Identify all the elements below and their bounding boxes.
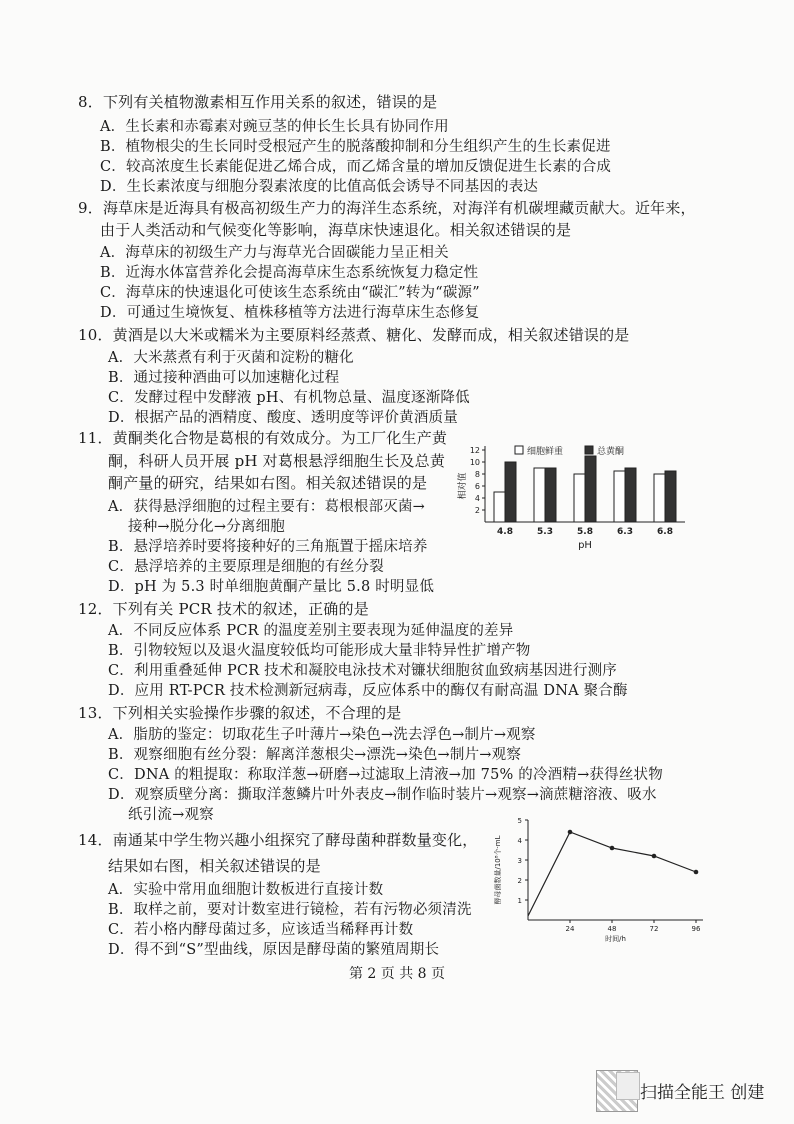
- bar: [614, 471, 625, 522]
- q14-option-c: C．若小格内酵母菌过多，应该适当稀释再计数: [108, 922, 414, 938]
- x-tick-label: 6.8: [657, 527, 673, 537]
- q11-stem-line1: 11．黄酮类化合物是葛根的有效成分。为工厂化生产黄: [78, 429, 448, 447]
- q11-bar-chart: [455, 440, 695, 555]
- q14-line-chart: [488, 812, 710, 942]
- bar: [585, 456, 596, 522]
- q13-stem: 13．下列相关实验操作步骤的叙述，不合理的是: [78, 704, 402, 722]
- bar: [625, 468, 636, 522]
- y-axis-label: 酵母菌数量/10⁸个·mL: [494, 835, 502, 905]
- data-line: [528, 832, 696, 916]
- q11-option-a-line1: A．获得悬浮细胞的过程主要有：葛根根部灭菌→: [108, 499, 426, 515]
- scanner-watermark: [596, 1066, 786, 1114]
- q13-option-c: C．DNA 的粗提取：称取洋葱→研磨→过滤取上清液→加 75% 的冷酒精→获得丝状物: [108, 767, 663, 783]
- q12-option-c: C．利用重叠延伸 PCR 技术和凝胶电泳技术对镰状细胞贫血致病基因进行测序: [108, 663, 617, 679]
- y-tick-label: 2: [517, 877, 522, 885]
- x-tick-label: 5.3: [537, 527, 553, 537]
- bar: [494, 492, 505, 522]
- bar: [574, 474, 585, 522]
- x-tick-label: 4.8: [497, 527, 513, 537]
- q9-option-c: C．海草床的快速退化可使该生态系统由“碳汇”转为“碳源”: [100, 285, 480, 301]
- q8-option-b: B．植物根尖的生长同时受根冠产生的脱落酸抑制和分生组织产生的生长素促进: [100, 139, 611, 155]
- q8-option-a: A．生长素和赤霉素对豌豆茎的伸长生长具有协同作用: [100, 119, 449, 135]
- data-point: [610, 846, 615, 851]
- x-axis-label: pH: [578, 540, 592, 551]
- q9-option-b: B．近海水体富营养化会提高海草床生态系统恢复力稳定性: [100, 265, 479, 281]
- q10-option-a: A．大米蒸煮有利于灭菌和淀粉的糖化: [108, 350, 354, 366]
- q8-option-c: C．较高浓度生长素能促进乙烯合成，而乙烯含量的增加反馈促进生长素的合成: [100, 159, 612, 175]
- q8-stem: 8．下列有关植物激素相互作用关系的叙述，错误的是: [78, 93, 438, 111]
- q12-option-d: D．应用 RT-PCR 技术检测新冠病毒，反应体系中的酶仅有耐高温 DNA 聚合酶: [108, 683, 628, 699]
- data-point: [694, 870, 699, 875]
- app-logo-icon: [616, 1072, 640, 1100]
- legend-swatch: [585, 446, 593, 454]
- y-tick-label: 5: [517, 817, 522, 825]
- data-point: [652, 854, 657, 859]
- q12-option-a: A．不同反应体系 PCR 的温度差别主要表现为延伸温度的差异: [108, 623, 514, 639]
- legend-label: 细胞鲜重: [527, 447, 564, 457]
- data-point: [568, 830, 573, 835]
- q11-option-d: D．pH 为 5.3 时单细胞黄酮产量比 5.8 时明显低: [108, 579, 435, 595]
- x-tick-label: 24: [565, 925, 575, 933]
- x-axis-label: 时间/h: [605, 935, 626, 942]
- q14-option-a: A．实验中常用血细胞计数板进行直接计数: [108, 882, 384, 898]
- bar: [505, 462, 516, 522]
- q12-option-b: B．引物较短以及退火温度较低均可能形成大量非特异性扩增产物: [108, 643, 531, 659]
- x-tick-label: 72: [649, 925, 659, 933]
- x-tick-label: 5.8: [577, 527, 593, 537]
- q13-option-d-cont: 纸引流→观察: [128, 807, 214, 823]
- q11-stem-line2: 酮，科研人员开展 pH 对葛根悬浮细胞生长及总黄: [108, 452, 446, 470]
- q10-option-d: D．根据产品的酒精度、酸度、透明度等评价黄酒质量: [108, 410, 458, 426]
- y-tick-label: 2: [474, 506, 480, 515]
- y-tick-label: 1: [517, 897, 522, 905]
- bar: [545, 468, 556, 522]
- x-tick-label: 96: [691, 925, 701, 933]
- q11-option-a-line2: 接种→脱分化→分离细胞: [128, 519, 285, 535]
- y-tick-label: 8: [474, 470, 480, 479]
- q14-stem-line1: 14．南通某中学生物兴趣小组探究了酵母菌种群数量变化，: [78, 831, 478, 849]
- q13-option-d: D．观察质壁分离：撕取洋葱鳞片叶外表皮→制作临时装片→观察→滴蔗糖溶液、吸水: [108, 787, 657, 803]
- q11-option-c: C．悬浮培养的主要原理是细胞的有丝分裂: [108, 559, 384, 575]
- y-tick-label: 12: [469, 446, 480, 455]
- watermark-text: 扫描全能王 创建: [640, 1083, 765, 1103]
- y-tick-label: 3: [517, 857, 522, 865]
- bar: [665, 471, 676, 522]
- y-tick-label: 4: [517, 837, 522, 845]
- page-footer: 第 2 页 共 8 页: [348, 966, 446, 982]
- y-tick-label: 6: [474, 482, 480, 491]
- q14-option-d: D．得不到“S”型曲线，原因是酵母菌的繁殖周期长: [108, 942, 440, 958]
- q11-option-b: B．悬浮培养时要将接种好的三角瓶置于摇床培养: [108, 539, 428, 555]
- q9-stem-line2: 由于人类活动和气候变化等影响，海草床快速退化。相关叙述错误的是: [100, 221, 572, 239]
- q8-option-d: D．生长素浓度与细胞分裂素浓度的比值高低会诱导不同基因的表达: [100, 179, 539, 195]
- q10-option-c: C．发酵过程中发酵液 pH、有机物总量、温度逐渐降低: [108, 390, 470, 406]
- q14-option-b: B．取样之前，要对计数室进行镜检，若有污物必须清洗: [108, 902, 472, 918]
- q10-option-b: B．通过接种酒曲可以加速糖化过程: [108, 370, 340, 386]
- q10-stem: 10．黄酒是以大米或糯米为主要原料经蒸煮、糖化、发酵而成，相关叙述错误的是: [78, 326, 630, 344]
- x-tick-label: 48: [607, 925, 617, 933]
- q14-stem-line2: 结果如右图，相关叙述错误的是: [108, 857, 321, 875]
- y-axis-label: 相对值: [458, 472, 468, 500]
- legend-label: 总黄酮: [597, 447, 625, 457]
- q11-stem-line3: 酮产量的研究，结果如右图。相关叙述错误的是: [108, 474, 428, 492]
- legend-swatch: [515, 446, 523, 454]
- y-tick-label: 4: [474, 494, 480, 503]
- q12-stem: 12．下列有关 PCR 技术的叙述，正确的是: [78, 600, 369, 618]
- bar: [654, 474, 665, 522]
- x-tick-label: 6.3: [617, 527, 633, 537]
- q13-option-a: A．脂肪的鉴定：切取花生子叶薄片→染色→洗去浮色→制片→观察: [108, 727, 536, 743]
- q9-option-d: D．可通过生境恢复、植株移植等方法进行海草床生态修复: [100, 305, 480, 321]
- y-tick-label: 10: [469, 458, 480, 467]
- q13-option-b: B．观察细胞有丝分裂：解离洋葱根尖→漂洗→染色→制片→观察: [108, 747, 522, 763]
- q9-option-a: A．海草床的初级生产力与海草光合固碳能力呈正相关: [100, 245, 449, 261]
- bar: [534, 468, 545, 522]
- q9-stem-line1: 9．海草床是近海具有极高初级生产力的海洋生态系统，对海洋有机碳埋藏贡献大。近年来，: [78, 199, 696, 217]
